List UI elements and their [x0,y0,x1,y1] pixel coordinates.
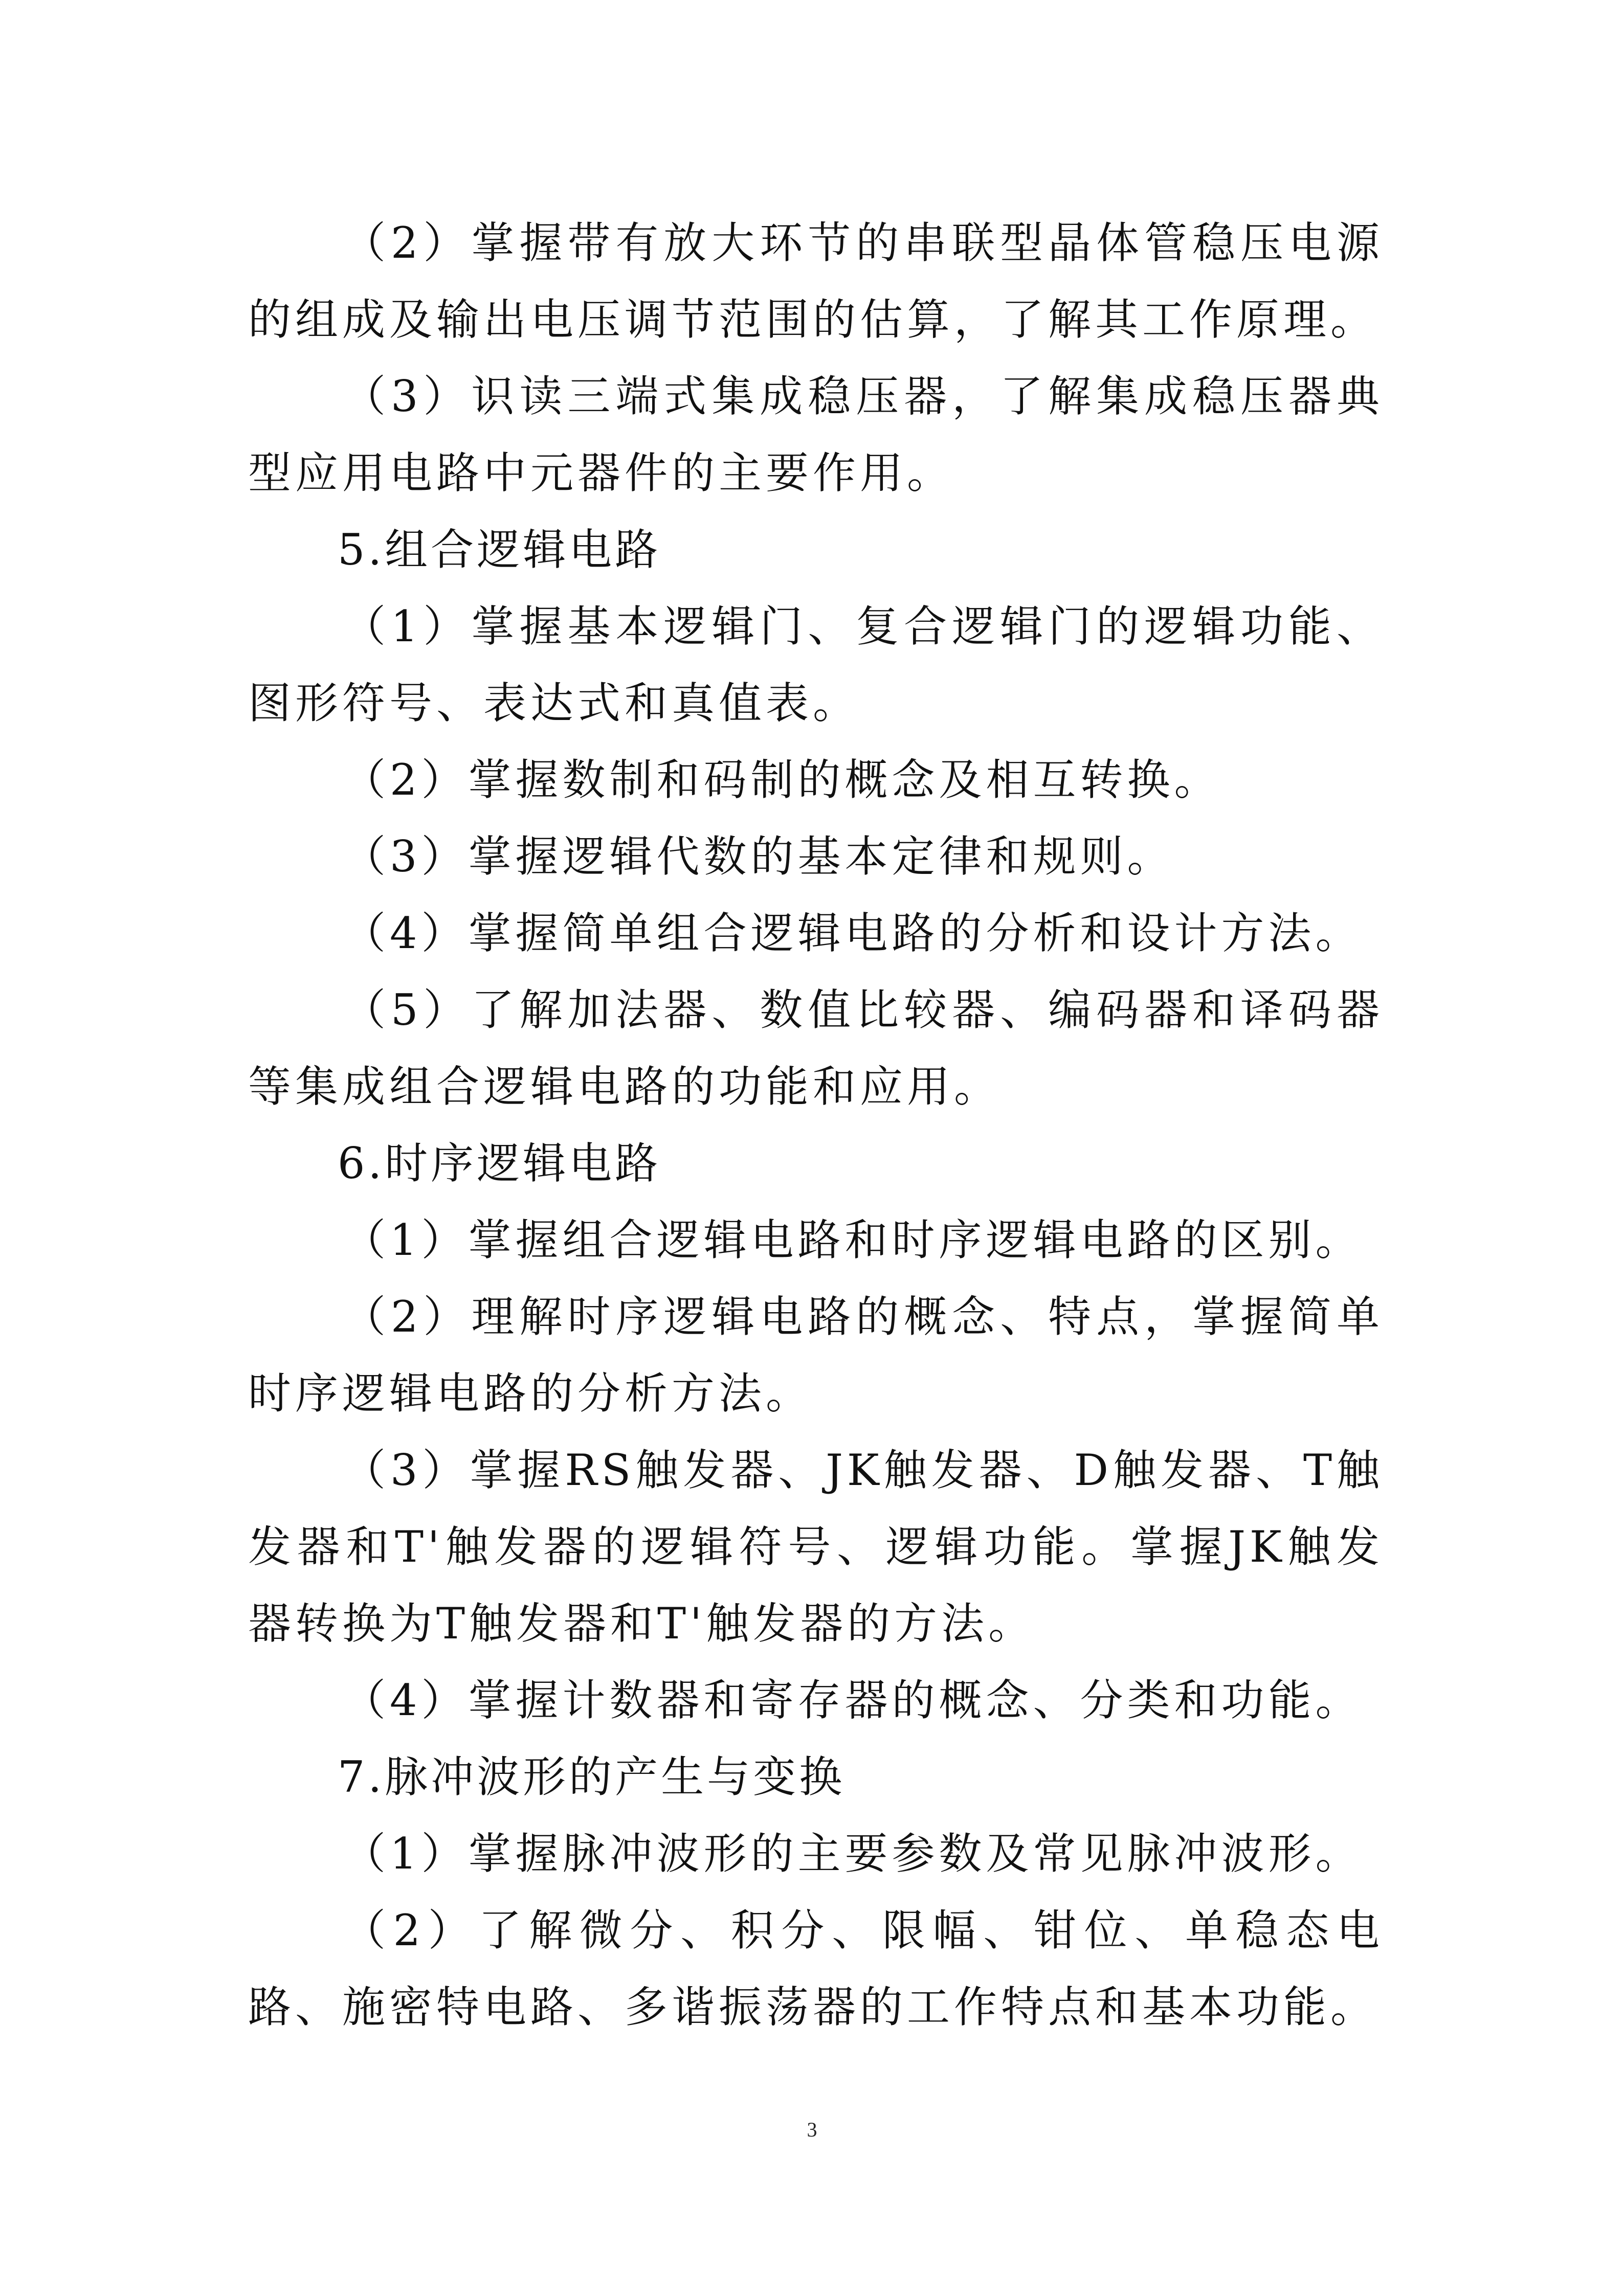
paragraph-sequential-difference: （1）掌握组合逻辑电路和时序逻辑电路的区别。 [343,1215,1363,1265]
section-heading-sequential-logic: 6.时序逻辑电路 [338,1138,661,1188]
paragraph-logic-gates: （1）掌握基本逻辑门、复合逻辑门的逻辑功能、图形符号、表达式和真值表。 [248,601,1384,728]
paragraph-counters-registers: （4）掌握计数器和寄存器的概念、分类和功能。 [343,1675,1363,1725]
paragraph-regulator-three-terminal: （3）识读三端式集成稳压器，了解集成稳压器典型应用电路中元器件的主要作用。 [248,371,1384,498]
section-heading-combinational-logic: 5.组合逻辑电路 [338,525,661,575]
document-body [248,205,1384,2045]
page-number: 3 [807,2118,817,2141]
section-heading-pulse-waveforms: 7.脉冲波形的产生与变换 [338,1752,846,1802]
paragraph-flip-flops: （3）掌握RS触发器、JK触发器、D触发器、T触发器和T'触发器的逻辑符号、逻辑功能。掌握JK触发器转换为T触发器和T'触发器的方法。 [248,1445,1384,1649]
paragraph-integrated-combinational: （5）了解加法器、数值比较器、编码器和译码器等集成组合逻辑电路的功能和应用。 [248,985,1384,1112]
paragraph-pulse-parameters: （1）掌握脉冲波形的主要参数及常见脉冲波形。 [343,1829,1363,1879]
paragraph-combinational-design: （4）掌握简单组合逻辑电路的分析和设计方法。 [343,908,1363,958]
paragraph-logic-algebra: （3）掌握逻辑代数的基本定律和规则。 [343,831,1174,882]
paragraph-number-systems: （2）掌握数制和码制的概念及相互转换。 [343,755,1221,805]
paragraph-regulator-series: （2）掌握带有放大环节的串联型晶体管稳压电源的组成及输出电压调节范围的估算，了解其工作原理。 [248,218,1384,345]
paragraph-sequential-concepts: （2）理解时序逻辑电路的概念、特点，掌握简单时序逻辑电路的分析方法。 [248,1292,1384,1419]
paragraph-pulse-circuits: （2）了解微分、积分、限幅、钳位、单稳态电路、施密特电路、多谐振荡器的工作特点和基本功能。 [248,1905,1384,2032]
